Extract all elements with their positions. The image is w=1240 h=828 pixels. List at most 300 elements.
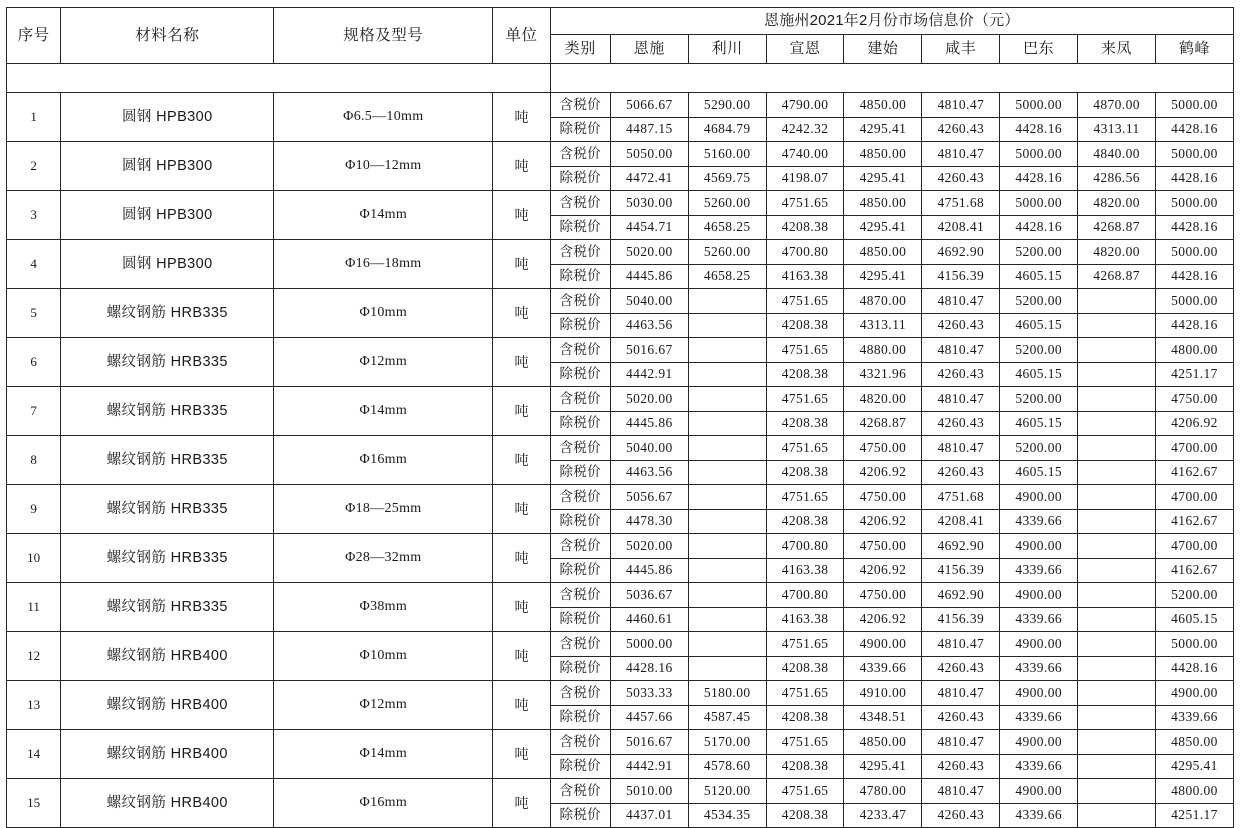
price-lichuan-tax-included: 5160.00 xyxy=(688,142,766,167)
price-xianfeng-tax-included: 4810.47 xyxy=(922,93,1000,118)
col-header-material: 材料名称 xyxy=(61,8,274,64)
price-laifeng-tax-included xyxy=(1078,289,1156,314)
material-spec: Φ6.5—10mm xyxy=(274,93,493,142)
price-category-tax-excluded: 除税价 xyxy=(550,754,610,779)
price-jianshi-tax-included: 4750.00 xyxy=(844,436,922,461)
price-enshi-tax-excluded: 4442.91 xyxy=(610,754,688,779)
price-hefeng-tax-included: 4800.00 xyxy=(1155,338,1233,363)
price-badong-tax-included: 5200.00 xyxy=(1000,436,1078,461)
price-laifeng-tax-included: 4870.00 xyxy=(1078,93,1156,118)
price-hefeng-tax-excluded: 4428.16 xyxy=(1155,264,1233,289)
price-xianfeng-tax-included: 4692.90 xyxy=(922,240,1000,265)
price-jianshi-tax-included: 4900.00 xyxy=(844,632,922,657)
price-jianshi-tax-excluded: 4348.51 xyxy=(844,705,922,730)
price-xuanen-tax-excluded: 4208.38 xyxy=(766,313,844,338)
col-header-city-badong: 巴东 xyxy=(1000,35,1078,64)
price-hefeng-tax-excluded: 4605.15 xyxy=(1155,607,1233,632)
price-enshi-tax-excluded: 4472.41 xyxy=(610,166,688,191)
price-xianfeng-tax-included: 4751.68 xyxy=(922,191,1000,216)
material-name: 圆钢 HPB300 xyxy=(61,191,274,240)
price-xuanen-tax-excluded: 4208.38 xyxy=(766,215,844,240)
price-category-tax-included: 含税价 xyxy=(550,681,610,706)
price-xuanen-tax-excluded: 4208.38 xyxy=(766,411,844,436)
price-badong-tax-excluded: 4605.15 xyxy=(1000,362,1078,387)
price-jianshi-tax-included: 4850.00 xyxy=(844,730,922,755)
price-lichuan-tax-included xyxy=(688,387,766,412)
price-badong-tax-included: 4900.00 xyxy=(1000,681,1078,706)
price-lichuan-tax-excluded: 4569.75 xyxy=(688,166,766,191)
price-table-title: 恩施州2021年2月份市场信息价（元） xyxy=(550,8,1233,35)
price-xuanen-tax-included: 4751.65 xyxy=(766,730,844,755)
price-enshi-tax-included: 5040.00 xyxy=(610,436,688,461)
price-badong-tax-excluded: 4428.16 xyxy=(1000,215,1078,240)
price-lichuan-tax-included: 5180.00 xyxy=(688,681,766,706)
price-enshi-tax-included: 5020.00 xyxy=(610,534,688,559)
price-hefeng-tax-included: 5000.00 xyxy=(1155,191,1233,216)
price-hefeng-tax-excluded: 4162.67 xyxy=(1155,509,1233,534)
price-xuanen-tax-included: 4751.65 xyxy=(766,387,844,412)
price-xianfeng-tax-excluded: 4208.41 xyxy=(922,215,1000,240)
price-enshi-tax-excluded: 4454.71 xyxy=(610,215,688,240)
price-badong-tax-included: 5200.00 xyxy=(1000,240,1078,265)
price-hefeng-tax-included: 5000.00 xyxy=(1155,142,1233,167)
material-spec: Φ16—18mm xyxy=(274,240,493,289)
price-hefeng-tax-included: 4850.00 xyxy=(1155,730,1233,755)
price-category-tax-excluded: 除税价 xyxy=(550,705,610,730)
price-xianfeng-tax-included: 4810.47 xyxy=(922,681,1000,706)
price-jianshi-tax-included: 4870.00 xyxy=(844,289,922,314)
material-name: 螺纹钢筋 HRB400 xyxy=(61,730,274,779)
price-lichuan-tax-excluded: 4578.60 xyxy=(688,754,766,779)
price-lichuan-tax-excluded: 4658.25 xyxy=(688,264,766,289)
price-xuanen-tax-included: 4751.65 xyxy=(766,485,844,510)
price-jianshi-tax-included: 4910.00 xyxy=(844,681,922,706)
price-enshi-tax-included: 5000.00 xyxy=(610,632,688,657)
price-category-tax-included: 含税价 xyxy=(550,583,610,608)
price-badong-tax-excluded: 4339.66 xyxy=(1000,705,1078,730)
material-spec: Φ16mm xyxy=(274,436,493,485)
price-xuanen-tax-included: 4751.65 xyxy=(766,191,844,216)
col-header-city-enshi: 恩施 xyxy=(610,35,688,64)
price-xianfeng-tax-excluded: 4260.43 xyxy=(922,313,1000,338)
price-xuanen-tax-included: 4751.65 xyxy=(766,681,844,706)
material-unit: 吨 xyxy=(493,338,550,387)
price-jianshi-tax-included: 4850.00 xyxy=(844,240,922,265)
price-badong-tax-included: 4900.00 xyxy=(1000,485,1078,510)
price-xuanen-tax-excluded: 4208.38 xyxy=(766,656,844,681)
price-badong-tax-excluded: 4605.15 xyxy=(1000,460,1078,485)
row-index: 2 xyxy=(7,142,61,191)
price-hefeng-tax-included: 4700.00 xyxy=(1155,534,1233,559)
table-header xyxy=(7,8,1234,64)
material-unit: 吨 xyxy=(493,730,550,779)
price-xuanen-tax-included: 4790.00 xyxy=(766,93,844,118)
price-hefeng-tax-included: 4800.00 xyxy=(1155,779,1233,804)
price-xuanen-tax-excluded: 4163.38 xyxy=(766,264,844,289)
section-row-filler xyxy=(550,64,1233,93)
material-unit: 吨 xyxy=(493,485,550,534)
price-enshi-tax-included: 5036.67 xyxy=(610,583,688,608)
material-name: 螺纹钢筋 HRB335 xyxy=(61,436,274,485)
col-header-city-lichuan: 利川 xyxy=(688,35,766,64)
price-xuanen-tax-included: 4751.65 xyxy=(766,779,844,804)
price-category-tax-included: 含税价 xyxy=(550,632,610,657)
price-hefeng-tax-excluded: 4295.41 xyxy=(1155,754,1233,779)
price-badong-tax-excluded: 4605.15 xyxy=(1000,411,1078,436)
row-index: 7 xyxy=(7,387,61,436)
price-laifeng-tax-excluded xyxy=(1078,362,1156,387)
material-unit: 吨 xyxy=(493,583,550,632)
header-row-main xyxy=(7,8,1234,35)
price-xuanen-tax-excluded: 4208.38 xyxy=(766,509,844,534)
price-hefeng-tax-included: 5000.00 xyxy=(1155,93,1233,118)
price-xianfeng-tax-included: 4810.47 xyxy=(922,387,1000,412)
price-jianshi-tax-excluded: 4206.92 xyxy=(844,460,922,485)
price-jianshi-tax-excluded: 4295.41 xyxy=(844,117,922,142)
price-laifeng-tax-included xyxy=(1078,681,1156,706)
price-hefeng-tax-excluded: 4428.16 xyxy=(1155,166,1233,191)
material-unit: 吨 xyxy=(493,191,550,240)
price-lichuan-tax-included xyxy=(688,338,766,363)
price-lichuan-tax-included xyxy=(688,485,766,510)
price-hefeng-tax-excluded: 4428.16 xyxy=(1155,117,1233,142)
price-badong-tax-excluded: 4339.66 xyxy=(1000,754,1078,779)
price-lichuan-tax-included xyxy=(688,436,766,461)
price-enshi-tax-excluded: 4463.56 xyxy=(610,313,688,338)
price-hefeng-tax-included: 4700.00 xyxy=(1155,436,1233,461)
price-xuanen-tax-included: 4751.65 xyxy=(766,338,844,363)
price-jianshi-tax-included: 4880.00 xyxy=(844,338,922,363)
price-enshi-tax-included: 5033.33 xyxy=(610,681,688,706)
price-category-tax-excluded: 除税价 xyxy=(550,411,610,436)
price-jianshi-tax-included: 4850.00 xyxy=(844,142,922,167)
price-enshi-tax-excluded: 4445.86 xyxy=(610,558,688,583)
price-badong-tax-excluded: 4339.66 xyxy=(1000,803,1078,828)
material-name: 圆钢 HPB300 xyxy=(61,240,274,289)
section-title xyxy=(7,64,551,93)
price-laifeng-tax-included xyxy=(1078,485,1156,510)
price-xianfeng-tax-included: 4692.90 xyxy=(922,583,1000,608)
price-xuanen-tax-excluded: 4208.38 xyxy=(766,460,844,485)
material-name: 螺纹钢筋 HRB335 xyxy=(61,534,274,583)
price-xianfeng-tax-included: 4810.47 xyxy=(922,730,1000,755)
table-row xyxy=(7,142,1234,167)
price-laifeng-tax-included xyxy=(1078,534,1156,559)
price-jianshi-tax-excluded: 4295.41 xyxy=(844,754,922,779)
price-enshi-tax-excluded: 4428.16 xyxy=(610,656,688,681)
table-row xyxy=(7,338,1234,363)
market-price-table xyxy=(6,7,1234,828)
price-laifeng-tax-excluded xyxy=(1078,607,1156,632)
price-jianshi-tax-included: 4850.00 xyxy=(844,191,922,216)
table-row xyxy=(7,387,1234,412)
price-laifeng-tax-included xyxy=(1078,779,1156,804)
material-spec: Φ16mm xyxy=(274,779,493,828)
material-spec: Φ10mm xyxy=(274,632,493,681)
price-jianshi-tax-excluded: 4206.92 xyxy=(844,558,922,583)
price-laifeng-tax-included xyxy=(1078,583,1156,608)
price-jianshi-tax-excluded: 4295.41 xyxy=(844,264,922,289)
price-hefeng-tax-included: 5200.00 xyxy=(1155,583,1233,608)
material-name: 螺纹钢筋 HRB335 xyxy=(61,338,274,387)
price-laifeng-tax-included: 4820.00 xyxy=(1078,191,1156,216)
price-enshi-tax-included: 5016.67 xyxy=(610,338,688,363)
price-lichuan-tax-included xyxy=(688,632,766,657)
col-header-city-jianshi: 建始 xyxy=(844,35,922,64)
price-xianfeng-tax-included: 4810.47 xyxy=(922,436,1000,461)
price-laifeng-tax-excluded xyxy=(1078,754,1156,779)
price-laifeng-tax-excluded xyxy=(1078,558,1156,583)
price-xuanen-tax-included: 4740.00 xyxy=(766,142,844,167)
price-category-tax-included: 含税价 xyxy=(550,289,610,314)
price-xianfeng-tax-excluded: 4156.39 xyxy=(922,558,1000,583)
price-enshi-tax-included: 5056.67 xyxy=(610,485,688,510)
price-category-tax-included: 含税价 xyxy=(550,779,610,804)
price-category-tax-excluded: 除税价 xyxy=(550,215,610,240)
material-name: 圆钢 HPB300 xyxy=(61,142,274,191)
price-laifeng-tax-included xyxy=(1078,387,1156,412)
price-hefeng-tax-excluded: 4428.16 xyxy=(1155,656,1233,681)
price-category-tax-included: 含税价 xyxy=(550,191,610,216)
col-header-category: 类别 xyxy=(550,35,610,64)
price-laifeng-tax-included xyxy=(1078,632,1156,657)
table-row xyxy=(7,632,1234,657)
price-category-tax-excluded: 除税价 xyxy=(550,264,610,289)
price-badong-tax-included: 5000.00 xyxy=(1000,93,1078,118)
material-unit: 吨 xyxy=(493,681,550,730)
price-enshi-tax-excluded: 4463.56 xyxy=(610,460,688,485)
price-lichuan-tax-included: 5260.00 xyxy=(688,240,766,265)
material-spec: Φ10—12mm xyxy=(274,142,493,191)
col-header-city-xianfeng: 咸丰 xyxy=(922,35,1000,64)
row-index: 13 xyxy=(7,681,61,730)
price-hefeng-tax-excluded: 4251.17 xyxy=(1155,803,1233,828)
price-laifeng-tax-excluded xyxy=(1078,313,1156,338)
col-header-city-xuanen: 宣恩 xyxy=(766,35,844,64)
price-jianshi-tax-included: 4750.00 xyxy=(844,534,922,559)
price-category-tax-excluded: 除税价 xyxy=(550,166,610,191)
price-badong-tax-included: 5200.00 xyxy=(1000,289,1078,314)
price-enshi-tax-excluded: 4445.86 xyxy=(610,411,688,436)
price-badong-tax-excluded: 4428.16 xyxy=(1000,117,1078,142)
price-hefeng-tax-included: 4700.00 xyxy=(1155,485,1233,510)
price-jianshi-tax-excluded: 4313.11 xyxy=(844,313,922,338)
price-jianshi-tax-included: 4820.00 xyxy=(844,387,922,412)
price-lichuan-tax-included: 5170.00 xyxy=(688,730,766,755)
price-hefeng-tax-included: 4900.00 xyxy=(1155,681,1233,706)
price-xuanen-tax-excluded: 4208.38 xyxy=(766,362,844,387)
price-badong-tax-excluded: 4605.15 xyxy=(1000,264,1078,289)
price-category-tax-included: 含税价 xyxy=(550,142,610,167)
price-hefeng-tax-excluded: 4162.67 xyxy=(1155,460,1233,485)
material-unit: 吨 xyxy=(493,534,550,583)
price-category-tax-excluded: 除税价 xyxy=(550,460,610,485)
price-xianfeng-tax-excluded: 4208.41 xyxy=(922,509,1000,534)
price-xuanen-tax-excluded: 4242.32 xyxy=(766,117,844,142)
price-laifeng-tax-excluded xyxy=(1078,705,1156,730)
price-lichuan-tax-excluded xyxy=(688,656,766,681)
price-xianfeng-tax-excluded: 4260.43 xyxy=(922,362,1000,387)
price-xianfeng-tax-excluded: 4260.43 xyxy=(922,803,1000,828)
price-lichuan-tax-included: 5290.00 xyxy=(688,93,766,118)
price-badong-tax-excluded: 4339.66 xyxy=(1000,558,1078,583)
price-category-tax-included: 含税价 xyxy=(550,387,610,412)
price-category-tax-excluded: 除税价 xyxy=(550,509,610,534)
price-xianfeng-tax-excluded: 4260.43 xyxy=(922,166,1000,191)
price-badong-tax-included: 4900.00 xyxy=(1000,534,1078,559)
material-spec: Φ12mm xyxy=(274,681,493,730)
price-enshi-tax-included: 5030.00 xyxy=(610,191,688,216)
row-index: 4 xyxy=(7,240,61,289)
material-name: 螺纹钢筋 HRB335 xyxy=(61,289,274,338)
col-header-city-laifeng: 来凤 xyxy=(1078,35,1156,64)
price-laifeng-tax-excluded xyxy=(1078,509,1156,534)
row-index: 12 xyxy=(7,632,61,681)
price-xianfeng-tax-excluded: 4260.43 xyxy=(922,656,1000,681)
material-spec: Φ10mm xyxy=(274,289,493,338)
price-laifeng-tax-excluded xyxy=(1078,803,1156,828)
price-xianfeng-tax-included: 4810.47 xyxy=(922,289,1000,314)
price-laifeng-tax-excluded xyxy=(1078,411,1156,436)
price-jianshi-tax-excluded: 4339.66 xyxy=(844,656,922,681)
table-row xyxy=(7,485,1234,510)
table-row xyxy=(7,583,1234,608)
price-xianfeng-tax-included: 4692.90 xyxy=(922,534,1000,559)
price-xianfeng-tax-excluded: 4260.43 xyxy=(922,411,1000,436)
price-category-tax-included: 含税价 xyxy=(550,240,610,265)
price-badong-tax-included: 4900.00 xyxy=(1000,583,1078,608)
price-laifeng-tax-included: 4820.00 xyxy=(1078,240,1156,265)
price-jianshi-tax-excluded: 4233.47 xyxy=(844,803,922,828)
price-xuanen-tax-included: 4700.80 xyxy=(766,240,844,265)
price-badong-tax-included: 5000.00 xyxy=(1000,191,1078,216)
price-jianshi-tax-excluded: 4268.87 xyxy=(844,411,922,436)
row-index: 3 xyxy=(7,191,61,240)
row-index: 14 xyxy=(7,730,61,779)
price-badong-tax-excluded: 4339.66 xyxy=(1000,509,1078,534)
price-category-tax-included: 含税价 xyxy=(550,534,610,559)
material-name: 螺纹钢筋 HRB400 xyxy=(61,632,274,681)
price-category-tax-excluded: 除税价 xyxy=(550,313,610,338)
table-row xyxy=(7,240,1234,265)
material-unit: 吨 xyxy=(493,436,550,485)
price-lichuan-tax-excluded xyxy=(688,558,766,583)
price-jianshi-tax-excluded: 4321.96 xyxy=(844,362,922,387)
price-hefeng-tax-excluded: 4162.67 xyxy=(1155,558,1233,583)
price-xuanen-tax-excluded: 4208.38 xyxy=(766,803,844,828)
price-badong-tax-included: 4900.00 xyxy=(1000,632,1078,657)
price-enshi-tax-excluded: 4445.86 xyxy=(610,264,688,289)
col-header-index: 序号 xyxy=(7,8,61,64)
price-laifeng-tax-included xyxy=(1078,436,1156,461)
price-badong-tax-included: 4900.00 xyxy=(1000,779,1078,804)
price-lichuan-tax-included: 5120.00 xyxy=(688,779,766,804)
material-spec: Φ28—32mm xyxy=(274,534,493,583)
price-badong-tax-excluded: 4605.15 xyxy=(1000,313,1078,338)
price-xianfeng-tax-included: 4810.47 xyxy=(922,338,1000,363)
price-enshi-tax-excluded: 4478.30 xyxy=(610,509,688,534)
material-spec: Φ14mm xyxy=(274,191,493,240)
row-index: 6 xyxy=(7,338,61,387)
col-header-spec: 规格及型号 xyxy=(274,8,493,64)
price-category-tax-included: 含税价 xyxy=(550,338,610,363)
material-unit: 吨 xyxy=(493,93,550,142)
price-hefeng-tax-included: 4750.00 xyxy=(1155,387,1233,412)
price-category-tax-excluded: 除税价 xyxy=(550,362,610,387)
price-category-tax-excluded: 除税价 xyxy=(550,656,610,681)
row-index: 5 xyxy=(7,289,61,338)
price-badong-tax-excluded: 4428.16 xyxy=(1000,166,1078,191)
price-lichuan-tax-excluded xyxy=(688,607,766,632)
price-category-tax-excluded: 除税价 xyxy=(550,117,610,142)
price-hefeng-tax-included: 5000.00 xyxy=(1155,240,1233,265)
price-xianfeng-tax-excluded: 4260.43 xyxy=(922,705,1000,730)
table-row xyxy=(7,534,1234,559)
price-jianshi-tax-excluded: 4206.92 xyxy=(844,509,922,534)
price-hefeng-tax-excluded: 4428.16 xyxy=(1155,215,1233,240)
price-laifeng-tax-excluded: 4313.11 xyxy=(1078,117,1156,142)
table-row xyxy=(7,191,1234,216)
price-xuanen-tax-excluded: 4208.38 xyxy=(766,754,844,779)
row-index: 1 xyxy=(7,93,61,142)
price-lichuan-tax-included: 5260.00 xyxy=(688,191,766,216)
price-lichuan-tax-excluded: 4658.25 xyxy=(688,215,766,240)
material-name: 螺纹钢筋 HRB335 xyxy=(61,583,274,632)
price-enshi-tax-included: 5010.00 xyxy=(610,779,688,804)
price-enshi-tax-included: 5050.00 xyxy=(610,142,688,167)
price-category-tax-included: 含税价 xyxy=(550,436,610,461)
price-hefeng-tax-included: 5000.00 xyxy=(1155,632,1233,657)
price-xuanen-tax-excluded: 4163.38 xyxy=(766,558,844,583)
price-enshi-tax-included: 5020.00 xyxy=(610,240,688,265)
table-row xyxy=(7,779,1234,804)
price-badong-tax-included: 5200.00 xyxy=(1000,338,1078,363)
price-category-tax-excluded: 除税价 xyxy=(550,558,610,583)
price-hefeng-tax-excluded: 4206.92 xyxy=(1155,411,1233,436)
material-spec: Φ12mm xyxy=(274,338,493,387)
material-name: 螺纹钢筋 HRB400 xyxy=(61,779,274,828)
price-xianfeng-tax-excluded: 4260.43 xyxy=(922,754,1000,779)
price-lichuan-tax-included xyxy=(688,534,766,559)
price-laifeng-tax-excluded xyxy=(1078,460,1156,485)
price-lichuan-tax-excluded: 4684.79 xyxy=(688,117,766,142)
table-row xyxy=(7,436,1234,461)
material-spec: Φ18—25mm xyxy=(274,485,493,534)
price-xianfeng-tax-excluded: 4156.39 xyxy=(922,264,1000,289)
material-name: 螺纹钢筋 HRB335 xyxy=(61,387,274,436)
price-badong-tax-included: 5000.00 xyxy=(1000,142,1078,167)
price-xuanen-tax-excluded: 4208.38 xyxy=(766,705,844,730)
price-laifeng-tax-excluded: 4268.87 xyxy=(1078,264,1156,289)
material-name: 螺纹钢筋 HRB335 xyxy=(61,485,274,534)
material-name: 螺纹钢筋 HRB400 xyxy=(61,681,274,730)
price-jianshi-tax-excluded: 4206.92 xyxy=(844,607,922,632)
material-unit: 吨 xyxy=(493,632,550,681)
price-badong-tax-included: 4900.00 xyxy=(1000,730,1078,755)
row-index: 9 xyxy=(7,485,61,534)
price-lichuan-tax-excluded: 4534.35 xyxy=(688,803,766,828)
table-row xyxy=(7,730,1234,755)
price-enshi-tax-included: 5020.00 xyxy=(610,387,688,412)
material-unit: 吨 xyxy=(493,240,550,289)
material-name: 圆钢 HPB300 xyxy=(61,93,274,142)
price-xuanen-tax-excluded: 4198.07 xyxy=(766,166,844,191)
price-lichuan-tax-excluded xyxy=(688,460,766,485)
price-hefeng-tax-excluded: 4339.66 xyxy=(1155,705,1233,730)
table-row xyxy=(7,93,1234,118)
material-unit: 吨 xyxy=(493,289,550,338)
price-lichuan-tax-excluded xyxy=(688,313,766,338)
